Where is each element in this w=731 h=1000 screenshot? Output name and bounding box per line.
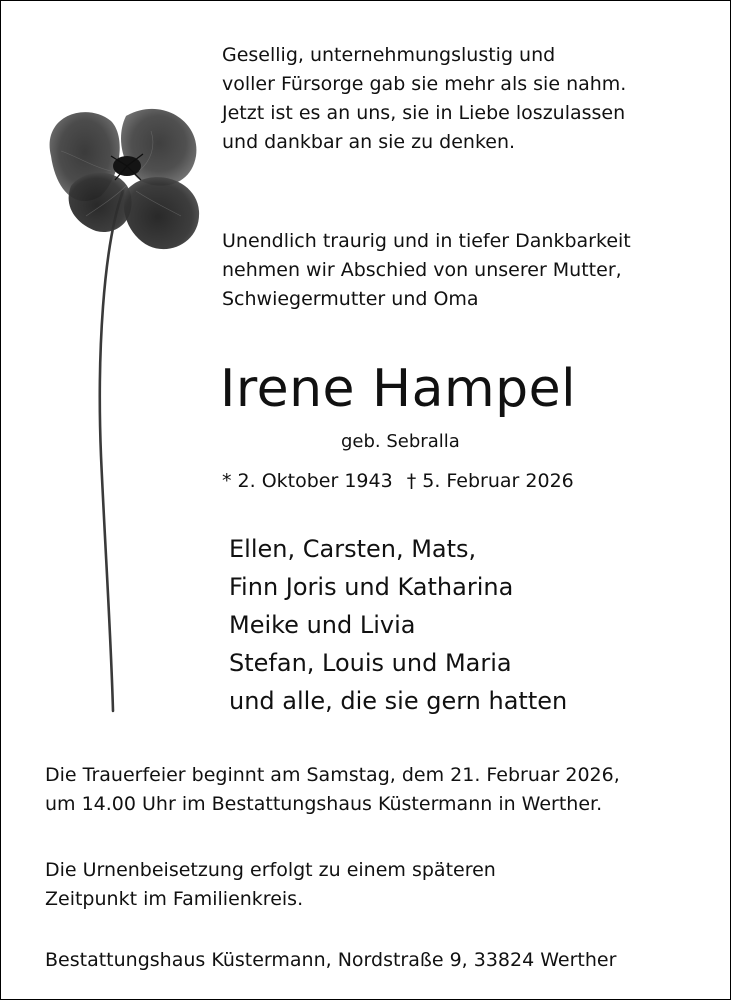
birth-date: * 2. Oktober 1943 [222,470,393,492]
farewell-intro [222,227,631,314]
intro-line: Schwiegermutter und Oma [222,288,479,310]
poem-line: Jetzt ist es an uns, sie in Liebe loszulassen [222,102,626,124]
ceremony-line: um 14.00 Uhr im Bestattungshaus Küstermann in Werther. [45,793,603,815]
mourners-list [229,530,567,720]
intro-line: nehmen wir Abschied von unserer Mutter, [222,259,622,281]
urn-burial-info [45,856,496,914]
funeral-service-info [45,761,620,819]
mourner-line: Ellen, Carsten, Mats, [229,535,477,563]
deceased-name: Irene Hampel [220,359,577,419]
intro-line: Unendlich traurig und in tiefer Dankbarkeit [222,230,631,252]
poem-text [222,41,626,157]
death-date: † 5. Februar 2026 [406,470,574,492]
mourner-line: Finn Joris und Katharina [229,573,514,601]
funeral-home-address: Bestattungshaus Küstermann, Nordstraße 9, 33824 Werther [45,949,617,971]
urn-line: Die Urnenbeisetzung erfolgt zu einem späteren [45,859,496,881]
poem-line: und dankbar an sie zu denken. [222,131,516,153]
urn-line: Zeitpunkt im Familienkreis. [45,888,304,910]
mourner-line: und alle, die sie gern hatten [229,687,568,715]
poppy-flower-icon [31,96,221,716]
birth-name: geb. Sebralla [341,431,460,452]
poem-line: Gesellig, unternehmungslustig und [222,44,556,66]
poem-line: voller Fürsorge gab sie mehr als sie nahm. [222,73,627,95]
mourner-line: Meike und Livia [229,611,416,639]
mourner-line: Stefan, Louis und Maria [229,649,512,677]
ceremony-line: Die Trauerfeier beginnt am Samstag, dem 21. Februar 2026, [45,764,620,786]
life-dates [222,467,574,495]
